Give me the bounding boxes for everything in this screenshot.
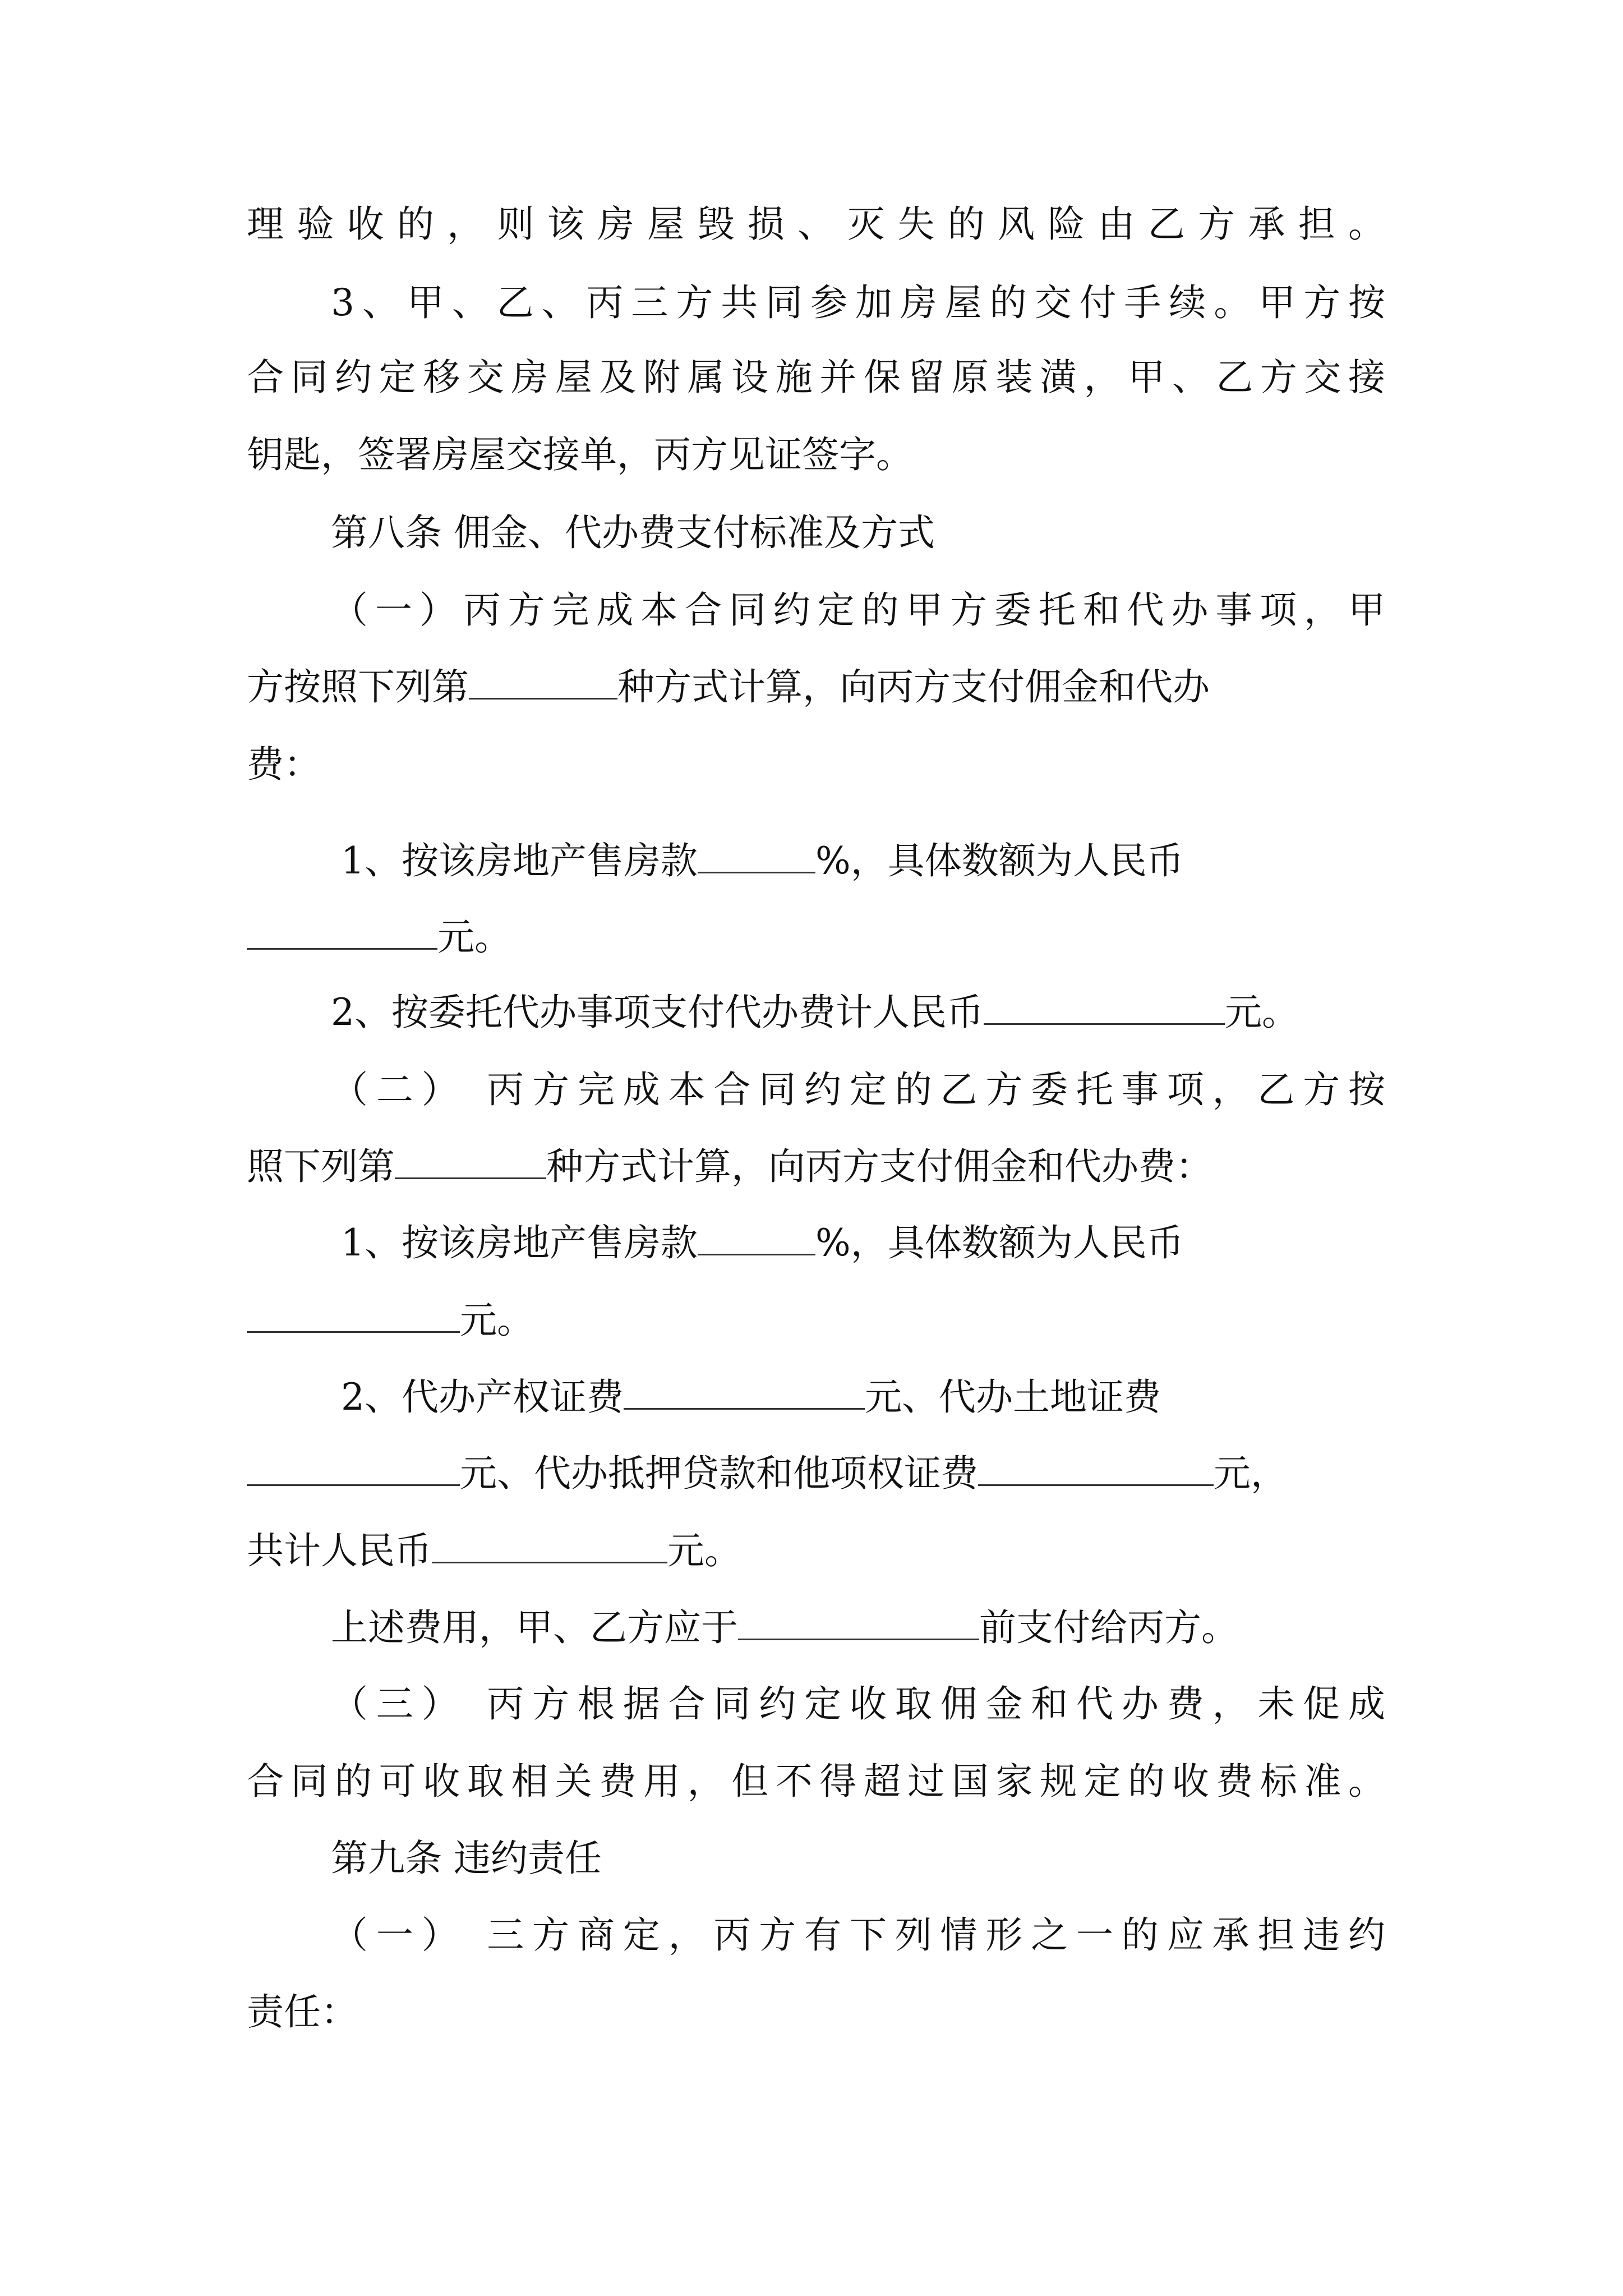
paragraph-line: 2、按委托代办事项支付代办费计人民币 元。	[331, 987, 1299, 1038]
fill-blank[interactable]	[247, 1450, 460, 1486]
paragraph-line: 钥匙，签署房屋交接单，丙方见证签字。	[247, 433, 913, 476]
paragraph-line: 元。	[247, 1295, 534, 1346]
fill-blank[interactable]	[432, 1527, 667, 1563]
paragraph-line: 元、代办抵押贷款和他项权证费 元，	[247, 1448, 1288, 1499]
fill-blank[interactable]	[978, 1450, 1214, 1486]
paragraph-line: 理验收的，则该房屋毁损、灭失的风险由乙方承担。	[247, 203, 1385, 246]
paragraph-line: 2、代办产权证费 元、代办土地证费	[341, 1372, 1161, 1423]
fill-blank[interactable]	[698, 1219, 815, 1255]
paragraph-line: （一）丙方完成本合同约定的甲方委托和代办事项，甲	[331, 588, 1385, 632]
paragraph-line: 共计人民币 元。	[247, 1526, 741, 1576]
fill-blank[interactable]	[247, 1296, 460, 1333]
paragraph-line: 1、按该房地产售房款 %，具体数额为人民币	[341, 1218, 1184, 1268]
paragraph-line: （一） 三方商定，丙方有下列情形之一的应承担违约	[331, 1913, 1385, 1957]
fill-blank[interactable]	[624, 1373, 865, 1410]
paragraph-line: 照下列第 种方式计算，向丙方支付佣金和代办费：	[247, 1142, 1212, 1192]
fill-blank[interactable]	[469, 663, 617, 700]
paragraph-line: 合同的可收取相关费用，但不得超过国家规定的收费标准。	[247, 1760, 1385, 1803]
paragraph-line: 费：	[247, 743, 321, 786]
fill-blank[interactable]	[698, 837, 815, 873]
paragraph-line: 方按照下列第 种方式计算，向丙方支付佣金和代办	[247, 662, 1210, 712]
paragraph-line: （二） 丙方完成本合同约定的乙方委托事项，乙方按	[331, 1068, 1385, 1111]
paragraph-line: 责任：	[247, 1990, 358, 2033]
paragraph-line: 1、按该房地产售房款 %，具体数额为人民币	[341, 836, 1184, 886]
paragraph-line: 3、甲、乙、丙三方共同参加房屋的交付手续。甲方按	[331, 281, 1385, 324]
fill-blank[interactable]	[984, 988, 1225, 1025]
article-heading: 第八条 佣金、代办费支付标准及方式	[331, 511, 935, 554]
fill-blank[interactable]	[247, 913, 437, 950]
fill-blank[interactable]	[395, 1143, 546, 1179]
fill-blank[interactable]	[738, 1604, 979, 1640]
article-heading: 第九条 违约责任	[331, 1837, 602, 1880]
paragraph-line: 上述费用，甲、乙方应于 前支付给丙方。	[331, 1603, 1238, 1653]
paragraph-line: 元。	[247, 912, 511, 963]
paragraph-line: 合同约定移交房屋及附属设施并保留原装潢，甲、乙方交接	[247, 356, 1385, 399]
paragraph-line: （三） 丙方根据合同约定收取佣金和代办费，未促成	[331, 1682, 1385, 1726]
